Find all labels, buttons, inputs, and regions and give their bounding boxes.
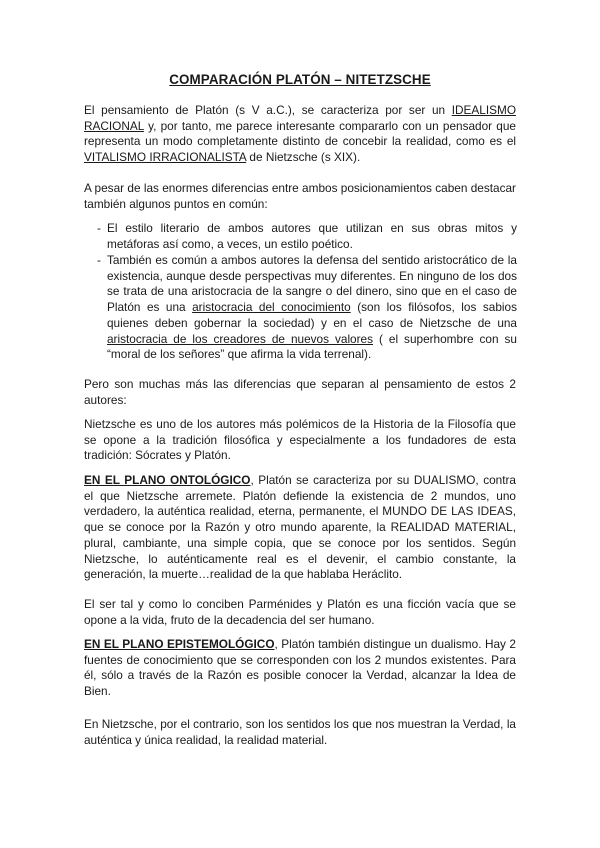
bullet-text-2: (son los filósofos, los sabios quienes deben gobernar la sociedad) y en el caso de Nietzsche de una <box>107 300 517 330</box>
epistemologico-heading: EN EL PLANO EPISTEMOLÓGICO <box>84 637 275 651</box>
bullet-text-3: ( el superhombre con su “moral de los señores” que afirma la vida terrenal). <box>107 331 517 362</box>
bullet-dash: - <box>97 253 101 267</box>
aristocracia-creadores-term: aristocracia de los creadores de nuevos valores <box>107 331 374 346</box>
intro-text-2: y, por tanto, me parece interesante compararlo con un pensador que representa un modo completamente distinto de concebir la realidad, como es el <box>84 118 516 149</box>
differences-paragraph: Pero son muchas más las diferencias que separan al pensamiento de estos 2 autores: <box>84 377 516 407</box>
bullet-dash: - <box>97 221 101 235</box>
bullet-text: El estilo literario de ambos autores que utilizan en sus obras mitos y metáforas así como, a veces, un estilo poético. <box>107 221 517 251</box>
nietzsche-paragraph: Nietzsche es uno de los autores más polémicos de la Historia de la Filosofía que se opone a la tradición filosófica y especialmente a los fundadores de esta tradición: Sócrates y Platón. <box>84 417 516 463</box>
ontologico-text: , Platón se caracteriza por su DUALISMO, contra el que Nietzsche arremete. Platón defiende la existencia de 2 mundos, uno verdadero, la auténtica realidad, eterna, permanente, el MUNDO DE LAS IDEAS, que se conoce por la Razón y otro mundo aparente, la REALIDAD MATERIAL, plural, cambiante, una simple copia, que se conoce por los sentidos. Según Nietzsche, lo auténticamente real es el devenir, el cambio constante, la generación, la muerte…realidad de la que hablaba Heráclito. <box>84 473 516 582</box>
intro-paragraph <box>84 103 516 166</box>
final-paragraph: En Nietzsche, por el contrario, son los sentidos los que nos muestran la Verdad, la auténtica y única realidad, la realidad material. <box>84 717 516 747</box>
ontologico-paragraph <box>84 473 516 583</box>
vitalismo-term: VITALISMO IRRACIONALISTA <box>84 150 247 165</box>
ser-paragraph: El ser tal y como lo conciben Parménides y Platón es una ficción vacía que se opone a la vida, fruto de la decadencia del ser humano. <box>84 597 516 627</box>
list-item <box>97 221 517 252</box>
intro-text-3: de Nietzsche (s XIX). <box>246 150 361 165</box>
epistemologico-text: , Platón también distingue un dualismo. Hay 2 fuentes de conocimiento que se corresponden con los 2 mundos existentes. Para él, sólo a través de la Razón es posible conocer la Verdad, alcanzar la Idea de Bien. <box>84 637 516 699</box>
list-item <box>97 253 517 363</box>
page-title: COMPARACIÓN PLATÓN – NITETZSCHE <box>169 72 431 87</box>
epistemologico-paragraph <box>84 637 516 700</box>
common-intro-paragraph: A pesar de las enormes diferencias entre ambos posicionamientos caben destacar también algunos puntos en común: <box>84 181 516 211</box>
idealismo-term: IDEALISMO RACIONAL <box>84 103 516 133</box>
ontologico-heading: EN EL PLANO ONTOLÓGICO <box>84 473 251 487</box>
bullet-text: También es común a ambos autores la defensa del sentido aristocrático de la existencia, aunque desde perspectivas muy diferentes. En ninguno de los dos se trata de una aristocracia de la sangre o del dinero, sino que en el caso de Platón es una <box>107 253 517 315</box>
intro-text-1: El pensamiento de Platón (s V a.C.), se caracteriza por ser un <box>84 103 452 117</box>
aristocracia-conocimiento-term: aristocracia del conocimiento <box>192 300 351 315</box>
